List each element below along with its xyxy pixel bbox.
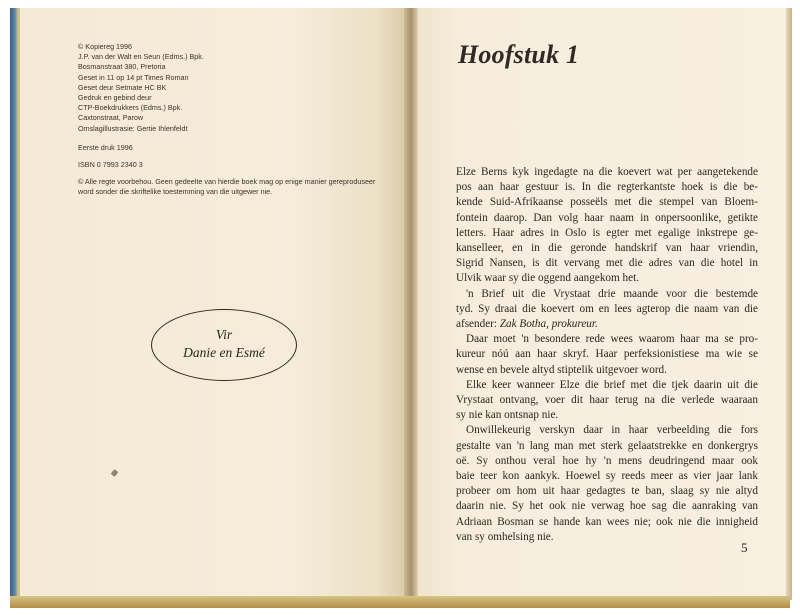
imprint-printed-label: Gedruk en gebind deur <box>78 93 152 103</box>
body-line: gestalte van 'n lang man met sterk gelaatstrekke en donkergrys <box>456 439 758 452</box>
body-line: tyd. Sy draai die koevert om en lees agterop die naam van die <box>456 302 758 315</box>
sender-label: afsender: <box>456 318 500 331</box>
body-line: fontein daarop. Dan volg haar naam in onpersoonlike, getikte <box>456 211 758 224</box>
imprint-rights-1: © Alle regte voorbehou. Geen gedeelte van hierdie boek mag op enige manier gereproduseer <box>78 177 376 187</box>
body-line: van sy omhelsing nie. <box>456 530 554 543</box>
imprint-typeset-by: Geset deur Setmate HC BK <box>78 82 167 92</box>
body-line: sy nie kan ontsnap nie. <box>456 409 559 422</box>
body-line: Daar moet 'n besondere rede wees waarom haar ma se pro- <box>466 333 758 346</box>
dedication-line-1: Vir <box>215 327 233 342</box>
chapter-body <box>456 165 758 545</box>
imprint-publisher: J.P. van der Walt en Seun (Edms.) Bpk. <box>78 52 204 62</box>
body-line: Vrystaat ontvang, voer dit haar terug na die verlede waaraan <box>456 394 758 407</box>
body-line: wense en bevele altyd stiptelik uitgevoer word. <box>456 363 667 376</box>
body-line: probeer om hom uit haar gedagtes te ban, slaag sy nie altyd <box>456 485 758 498</box>
imprint-address: Bosmanstraat 380, Pretoria <box>78 62 166 72</box>
page-number: 5 <box>741 540 748 555</box>
imprint-typeset-font: Geset in 11 op 14 pt Times Roman <box>78 72 189 82</box>
body-line: kende Suid-Afrikaanse posseëls met die stempel van Bloem- <box>456 196 758 209</box>
imprint-cover-illustration: Omslagillustrasie: Gertie Ihlenfeldt <box>78 123 188 133</box>
imprint-rights-2: word sonder die skriftelike toestemming van die uitgewer nie. <box>78 187 273 197</box>
dedication-oval <box>151 309 297 381</box>
body-line: kureur nóú aan haar skryf. Haar perfeksionistiese ma wie se <box>456 348 758 361</box>
imprint-printer: CTP-Boekdrukkers (Edms.) Bpk. <box>78 103 183 113</box>
imprint-copyright: © Kopiereg 1996 <box>78 42 133 51</box>
body-line: oë. Sy onthou veral hoe hy 'n mens deudringend maar ook <box>456 454 758 467</box>
sender-name: Zak Botha, prokureur. <box>499 318 598 331</box>
body-line-sender <box>456 317 758 332</box>
body-line: Adriaan Bosman se hande kan wees nie; ook nie die innigheid <box>456 515 758 528</box>
body-line: daarin nie. Sy het ook nie verwag hoe sag die aanraking van <box>456 500 758 513</box>
body-line: pos aan haar gestuur is. In die regterkantste hoek is die be- <box>456 181 758 194</box>
body-line: kanselleer, en in die geronde handskrif van haar vriendin, <box>456 242 758 255</box>
copyright-imprint <box>78 42 378 198</box>
dedication-line-2: Danie en Esmé <box>183 345 265 360</box>
body-line: 'n Brief uit die Vrystaat drie maande voor die bestemde <box>466 287 758 300</box>
imprint-isbn: ISBN 0 7993 2340 3 <box>78 160 143 170</box>
body-line: baie teer kon aankyk. Hoewel sy reeds meer as vier jaar lank <box>456 470 758 483</box>
body-line: Sigrid Nansen, is dit vervang met die adres van die hotel in <box>456 257 758 270</box>
body-line: Elke keer wanneer Elze die brief met die tjek daarin uit die <box>466 378 758 391</box>
page-right-edge <box>786 8 792 600</box>
body-line: Ulvik waar sy die oggend aangekom het. <box>456 272 639 285</box>
chapter-title: Hoofstuk 1 <box>458 40 580 69</box>
book-cover-bottom <box>10 596 790 608</box>
imprint-first-edition: Eerste druk 1996 <box>78 142 133 152</box>
body-line: Onwillekeurig verskyn daar in haar verbeelding die fors <box>466 424 758 437</box>
body-line: Elze Berns kyk ingedagte na die koevert wat per aangetekende <box>456 166 758 178</box>
body-line: letters. Haar adres in Oslo is egter met egalige inkstrepe ge- <box>456 226 758 239</box>
imprint-printer-address: Caxtonstraat, Parow <box>78 113 144 123</box>
